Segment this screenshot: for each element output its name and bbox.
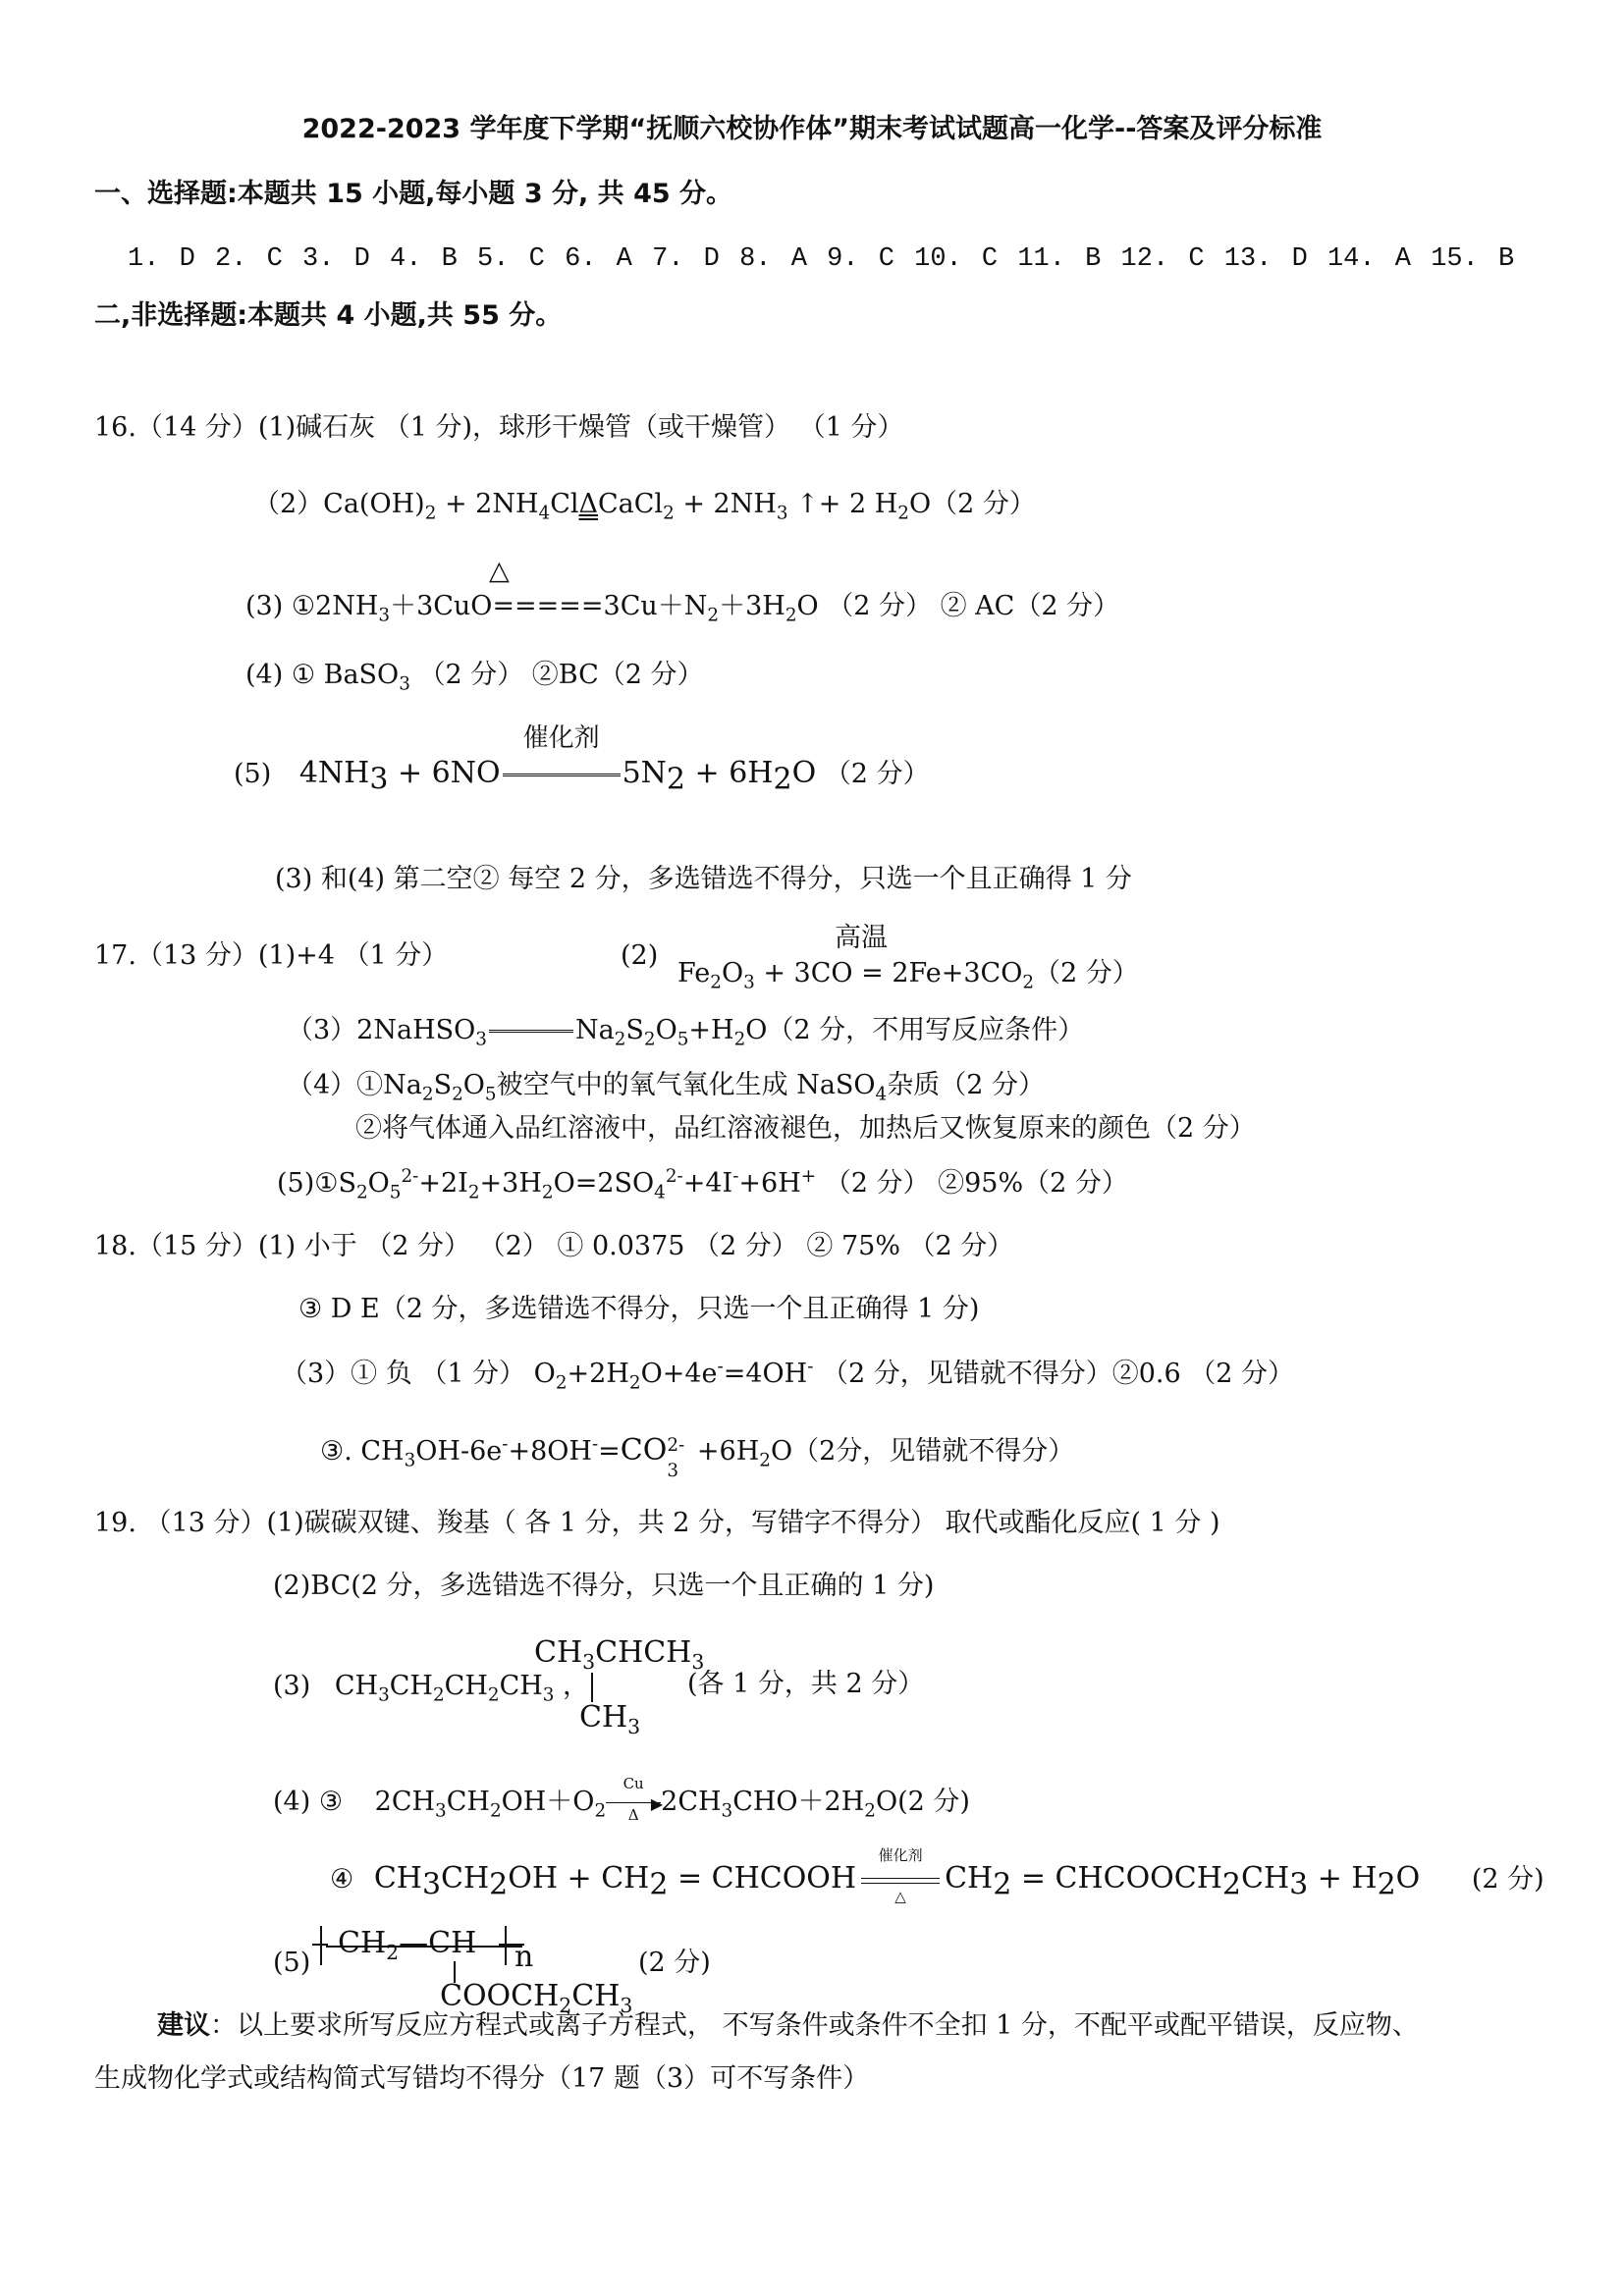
isobutane-top: $CH_3CHCH_3$	[534, 1635, 705, 1674]
left-bracket	[320, 1926, 322, 1965]
q18-line-3: （3）① 负 （1 分） $O_2+2H_2O+4e^-=4OH^-$ （2 分，见错就不得分）②0.6 （2 分）	[281, 1357, 1295, 1394]
q19-line-6-score: (2 分)	[638, 1948, 711, 1978]
reaction-arrow: Cu ▶ Δ	[606, 1802, 661, 1803]
suggestion-line-2: 生成物化学式或结构简式写错均不得分（17 题（3）可不写条件）	[94, 2063, 870, 2094]
q17-high-temp-condition: 高温	[835, 923, 888, 953]
heat-symbol: Δ	[578, 489, 598, 519]
q16-scoring-note: (3) 和(4) 第二空② 每空 2 分，多选错选不得分，只选一个且正确得 1 分	[275, 864, 1132, 894]
q16-line-4: (4) ① BaSO$_3$ （2 分） ②BC（2 分）	[245, 660, 704, 695]
q17-line-2: （3）2NaHSO$_3$ $Na_2S_2O_5+H_2O(2$ 分，不用写反应条件）	[287, 1015, 1085, 1050]
q19-line-1: 19. （13 分）(1)碳碳双键、羧基（ 各 1 分，共 2 分，写错字不得分） 取代或酯化反应( 1 分 )	[94, 1508, 1220, 1538]
q17-line-1: 17.（13 分）(1)+4 （1 分）	[94, 940, 449, 971]
polymer-main-chain: $CH_2—CH$	[338, 1926, 477, 1964]
q18-line-4: ③. $CH_3OH-6e^-+8OH^-=CO$ 2- 3 $+6H_2O(2$分，见错就不得分）	[320, 1433, 1075, 1481]
q16-line-2: $(2)Ca(OH)_2$ + $2NH_4Cl\Delta CaCl_2 + 2NH_3$ ↑+ 2 $H_2O(2$ 分）	[253, 489, 1036, 524]
q19-line-2: (2)BC(2 分，多选错选不得分，只选一个且正确的 1 分)	[273, 1571, 935, 1601]
section1-heading: 一、选择题:本题共 15 小题,每小题 3 分, 共 45 分。	[94, 179, 733, 209]
equals-bar	[489, 1030, 573, 1033]
degree-n: n	[514, 1940, 534, 1974]
right-bracket	[505, 1926, 507, 1965]
polymer-backbone-line	[326, 1946, 522, 1948]
q17-line-1-part2-label: (2)	[621, 940, 659, 971]
q19-line-5: ④ $CH_3CH_2OH + CH_2$ = CHCOOH 催化剂 △ $CH_2$ = $CHCOOCH_2CH_3 + H_2O$ (2 分)	[330, 1846, 1544, 1905]
q19-line-4: (4) ③ $2CH_3CH_2OH+O_2$ Cu ▶ Δ $2CH_3CHO+2H_2O(2$ 分)	[273, 1775, 970, 1824]
q19-line-3: (3) $CH_3CH_2CH_2CH_3$ ，	[273, 1671, 590, 1706]
section2-heading: 二,非选择题:本题共 4 小题,共 55 分。	[94, 300, 563, 331]
q17-line-4: ②将气体通入品红溶液中，品红溶液褪色，加热后又恢复原来的颜色（2 分）	[355, 1113, 1256, 1144]
catalyst-arrows: 催化剂 △	[856, 1864, 945, 1896]
multiple-choice-answers: 1. D 2. C 3. D 4. B 5. C 6. A 7. D 8. A 9. C 10. C 11. B 12. C 13. D 14. A 15. B	[128, 244, 1515, 274]
q19-line-6-label: (5)	[273, 1948, 311, 1978]
isobutane-bottom: $CH_3$	[579, 1700, 641, 1738]
q19-line-3-score: (各 1 分，共 2 分）	[687, 1669, 925, 1699]
suggestion-line-1: 建议：以上要求所写反应方程式或离子方程式， 不写条件或条件不全扣 1 分，不配平或配平错误，反应物、	[157, 2010, 1419, 2041]
polymer-side-chain: $COOCH_2CH_3$	[440, 1979, 633, 2017]
q18-line-1: 18.（15 分）(1) 小于 （2 分） （2） ① 0.0375 （2 分） ② 75% （2 分）	[94, 1231, 1014, 1261]
q16-line-1: 16.（14 分）(1)碱石灰 （1 分)，球形干燥管（或干燥管） （1 分）	[94, 412, 904, 443]
isobutane-bond	[591, 1673, 593, 1702]
q17-line-3: $(4)①Na_2S_2O_5$被空气中的氧气氧化生成 NaSO$_4$杂质（2 分）	[287, 1070, 1045, 1105]
catalyst-equals: 催化剂	[501, 759, 623, 790]
q18-line-2: ③ D E（2 分，多选错选不得分，只选一个且正确得 1 分)	[298, 1294, 980, 1324]
page-title: 2022-2023 学年度下学期“抚顺六校协作体”期末考试试题高一化学--答案及评分标准	[301, 114, 1323, 144]
q17-line-5: $(5)①S_2O_5^{2-}+2I_2+3H_2O=2SO_4^{2-}+4I^-+6H^+$ （2 分） ②95%（2 分）	[277, 1166, 1128, 1203]
q16-heat-condition: △	[489, 556, 510, 586]
q17-line-1-part2: $Fe_2O_3 + 3CO = 2Fe+3CO_2(2$ 分）	[677, 958, 1139, 993]
q16-line-5: (5) $4NH_3 + 6NO$ 催化剂 $5N_2 + 6H_2O$ （2 分）	[234, 723, 930, 797]
q16-line-3: (3) $①2NH_3+3CuO=====3Cu+N_2+3H_2O$ （2 分） ② AC（2 分）	[245, 591, 1120, 626]
